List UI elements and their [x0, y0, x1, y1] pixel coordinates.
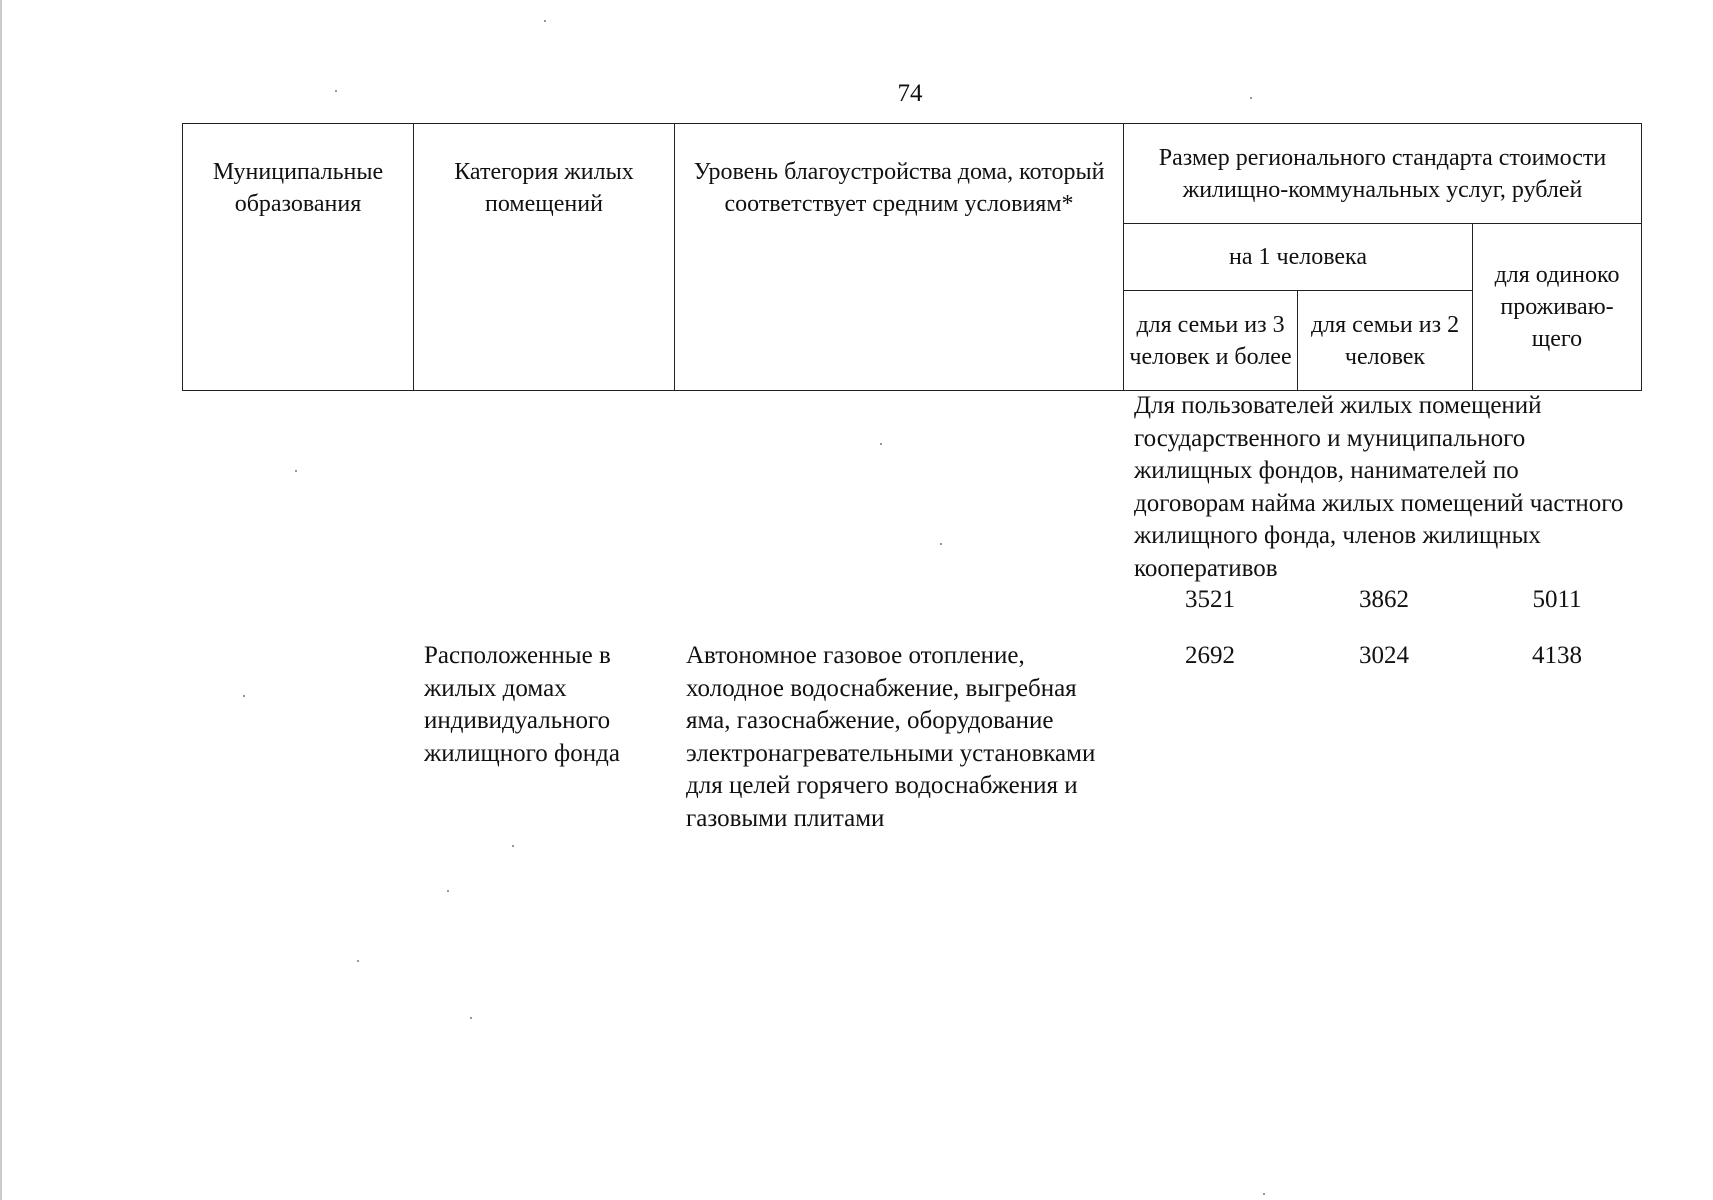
header-family3: для семьи из 3 человек и более: [1124, 291, 1298, 391]
header-standard-line2: жилищно-коммунальных услуг, рублей: [1182, 176, 1583, 203]
scan-speck: [880, 443, 882, 445]
scan-edge: [0, 0, 2, 1200]
header-category: Категория жилых помещений: [414, 124, 675, 391]
scan-speck: [470, 1017, 472, 1019]
scan-speck: [295, 470, 297, 472]
header-standard-line1: Размер регионального стандарта стоимости: [1158, 144, 1607, 171]
scan-speck: [544, 20, 546, 22]
row-value-single: 4138: [1532, 642, 1582, 669]
scan-speck: [512, 845, 514, 847]
header-level: Уровень благоустройства дома, который соответствует средним условиям*: [675, 124, 1124, 391]
scan-speck: [243, 695, 245, 697]
header-per-person: на 1 человека: [1124, 224, 1473, 291]
users-section-text: Для пользователей жилых помещений государственного и муниципального жилищных фондов, нанимателей по договорам найма жилых помещений частного жилищного фонда, членов жилищных кооперативов: [1134, 392, 1624, 582]
value-family3: 3521: [1185, 586, 1235, 613]
scan-speck: [1263, 1193, 1265, 1195]
scan-speck: [447, 890, 449, 892]
page-number: 74: [897, 80, 923, 107]
header-municipal: Муниципальные образования: [183, 124, 414, 391]
value-single: 5011: [1532, 586, 1582, 613]
scan-speck: [940, 543, 942, 545]
row-level: Автономное газовое отопление, холодное водоснабжение, выгребная яма, газоснабжение, оборудование электронагревательными установками для целей горячего водоснабжения и газовыми плитами: [686, 642, 1096, 832]
header-standard: [1124, 124, 1642, 224]
scan-speck: [1250, 97, 1252, 99]
row-value-family2: 3024: [1359, 642, 1409, 669]
scan-speck: [357, 960, 359, 962]
row-value-family3: 2692: [1185, 642, 1235, 669]
header-family2: для семьи из 2 человек: [1298, 291, 1473, 391]
scan-speck: [335, 90, 337, 92]
row-category: Расположенные в жилых домах индивидуального жилищного фонда: [424, 642, 620, 767]
value-family2: 3862: [1359, 586, 1409, 613]
header-table: [182, 123, 1642, 391]
header-single: для одиноко проживаю-щего: [1473, 224, 1642, 391]
